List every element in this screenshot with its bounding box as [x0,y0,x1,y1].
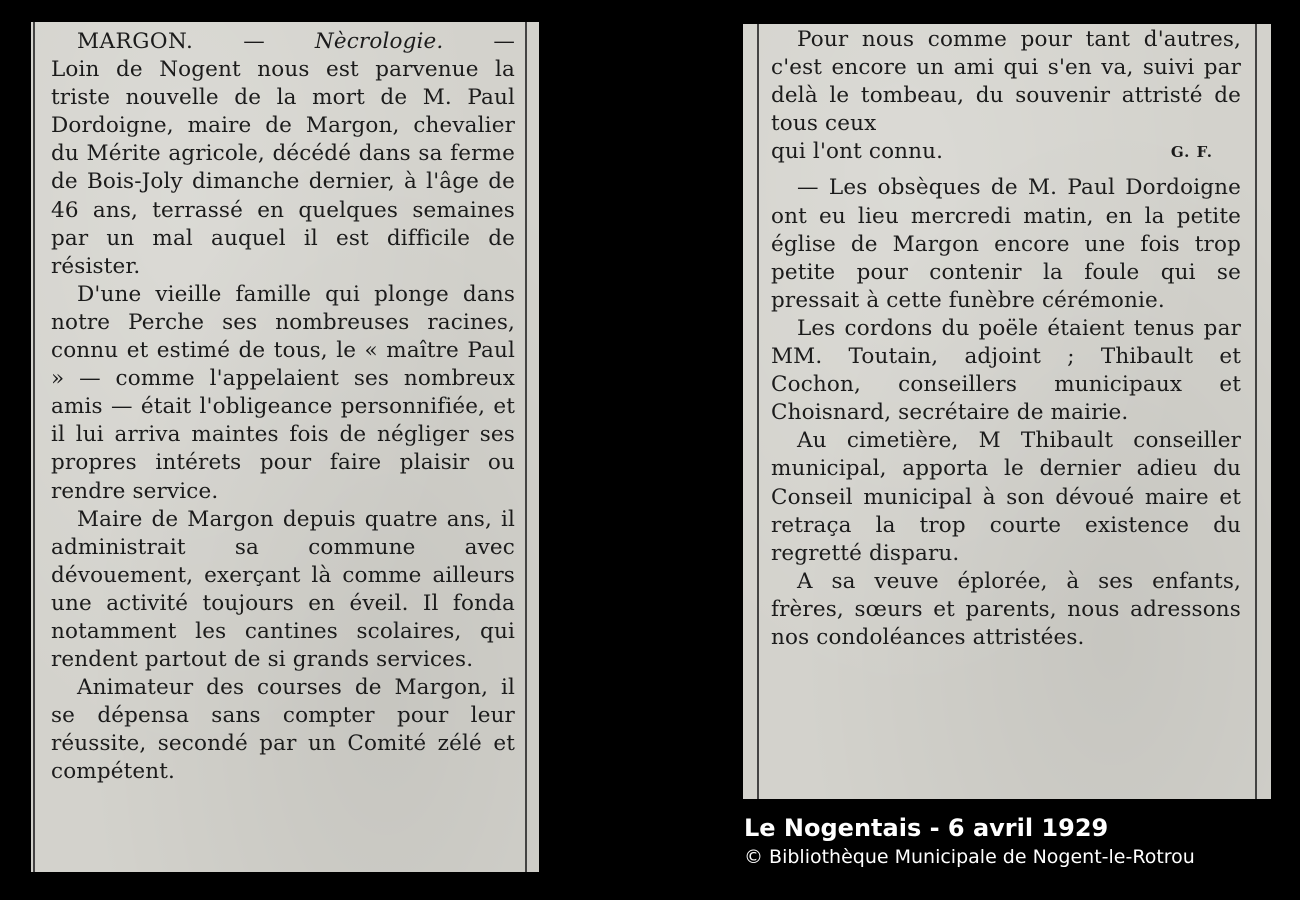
caption-credit: © Bibliothèque Municipale de Nogent-le-Rotrou [744,846,1195,868]
right-paragraph-1: — Les obsèques de M. Paul Dordoigne ont eu lieu mercredi matin, en la petite église de Margon encore une fois trop petite pour contenir la foule qui se pressait à cette funèbre cérémonie. [771,175,1241,313]
heading-dash: — [243,29,265,54]
left-paragraph-4: Animateur des courses de Margon, il se dépensa sans compter pour leur réussite, secondé par un Comité zélé et compétent. [51,675,515,785]
column-rule-right [1255,24,1257,799]
left-paragraph-2: D'une vieille famille qui plonge dans notre Perche ses nombreuses racines, connu et estimé de tous, le « maître Paul » — comme l'appelaient ses nombreux amis — était l'obligeance personnifiée, et il lui arriva maintes fois de négliger ses propres intérets pour faire plaisir ou rendre service. [51,281,515,504]
left-paragraph-1: Loin de Nogent nous est parvenue la triste nouvelle de la mort de M. Paul Dordoigne, maire de Margon, chevalier du Mérite agricole, décédé dans sa ferme de Bois-Joly dimanche dernier, à l'âge de 46 ans, terrassé en quelques semaines par un mal auquel il est difficile de résister. [51,57,515,279]
article-place: MARGON. [77,29,194,54]
right-intro-last-line: qui l'ont connu. [771,139,944,165]
right-paragraph-3: Au cimetière, M Thibault conseiller municipal, apporta le dernier adieu du Conseil municipal à son dévoué maire et retraça la trop courte existence du regretté disparu. [771,428,1241,566]
image-caption [744,812,1195,870]
paragraph-gap [771,166,1241,174]
column-rule-right [525,22,527,872]
heading-dash-end: — [493,29,515,54]
left-paragraph-3: Maire de Margon depuis quatre ans, il administrait sa commune avec dévouement, exerçant là comme ailleurs une activité toujours en éveil. Il fonda notamment les cantines scolaires, qui rendent partout de si grands services. [51,506,515,673]
right-newspaper-clipping [743,24,1271,799]
article-section: Nècrologie. [314,29,444,54]
signature-line [771,138,1241,166]
caption-title: Le Nogentais - 6 avril 1929 [744,814,1109,842]
column-rule-left [33,22,35,872]
left-newspaper-clipping [31,22,539,872]
author-signature: G. F. [1170,143,1213,162]
right-article-column [771,26,1241,652]
column-rule-left [757,24,759,799]
article-heading [51,28,515,56]
left-article-column [51,28,515,787]
right-intro-paragraph: Pour nous comme pour tant d'autres, c'est encore un ami qui s'en va, suivi par delà le tombeau, du souvenir attristé de tous ceux [771,27,1241,137]
right-paragraph-4: A sa veuve éplorée, à ses enfants, frères, sœurs et parents, nous adressons nos condoléances attristées. [771,568,1241,650]
right-paragraph-2: Les cordons du poële étaient tenus par MM. Toutain, adjoint ; Thibault et Cochon, conseillers municipaux et Choisnard, secrétaire de mairie. [771,315,1241,426]
